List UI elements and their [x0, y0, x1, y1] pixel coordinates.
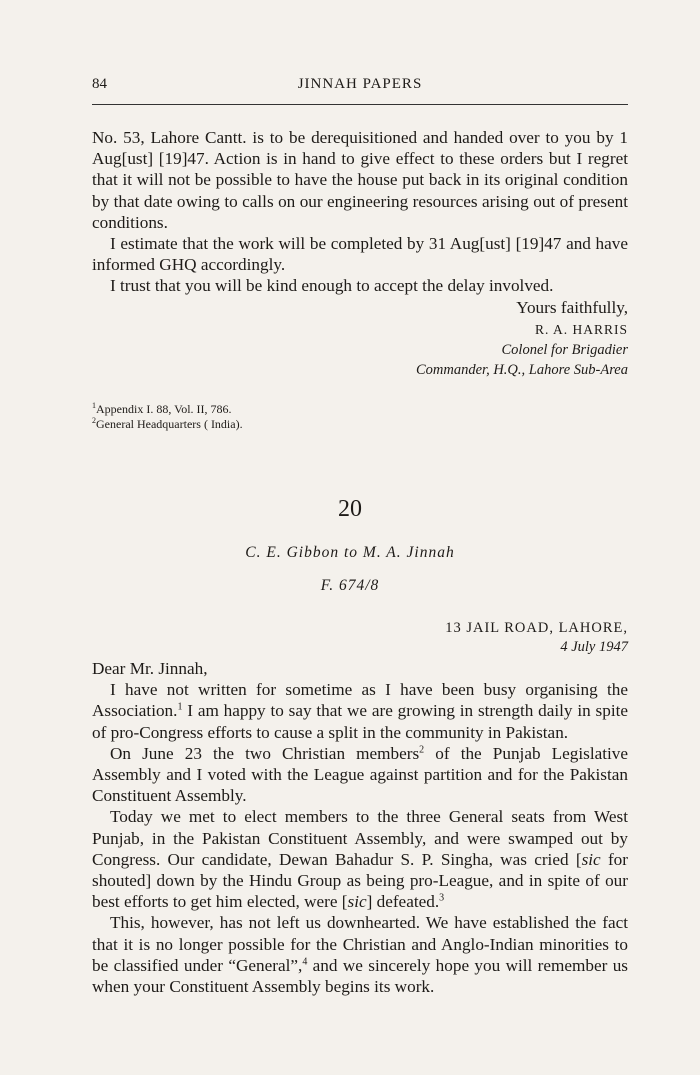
letter-1-rank: Colonel for Brigadier	[501, 342, 628, 358]
document-title: C. E. Gibbon to M. A. Jinnah	[245, 544, 455, 561]
letter-1-closing: Yours faithfully,	[516, 298, 628, 317]
footnote: $^2$General Headquarters ( India).	[92, 416, 243, 431]
letter-1-signer: R. A. HARRIS	[534, 322, 628, 337]
letter-1-paragraph-1: No. 53, Lahore Cantt. is to be derequisitioned and handed over to you by 1 Aug[ust] [19]47. Action is in hand to give effect to these orders but I regret that it will not be possible to have the house put back in its original condition by that date owing to calls on our engineering resources arising out of present conditions.	[92, 128, 628, 232]
header-rule	[92, 104, 628, 105]
letter-date: 4 July 1947	[560, 639, 628, 655]
file-reference: F. 674/8	[320, 577, 380, 594]
running-title: JINNAH PAPERS	[297, 76, 423, 92]
document-number: 20	[338, 496, 362, 522]
letter-2-paragraph-1: I have not written for sometime as I have been busy organising the Association.$^1$ I am happy to say that we are growing in strength daily in spite of pro-Congress efforts to cause a split in the community in Pakistan.	[92, 680, 628, 742]
letter-2-body	[92, 658, 628, 997]
salutation: Dear Mr. Jinnah,	[92, 659, 208, 678]
sender-address: 13 JAIL ROAD, LAHORE,	[445, 620, 628, 636]
page-number: 84	[92, 76, 107, 92]
letter-2-paragraph-3: Today we met to elect members to the three General seats from West Punjab, in the Pakistan Constituent Assembly, and were swamped out by Congress. Our candidate, Dewan Bahadur S. P. Singha, was cried [sic for shouted] down by the Hindu Group as being pro-League, and in spite of our best efforts to get him elected, were [sic] defeated.$^3$	[92, 807, 628, 912]
letter-1-paragraph-2: I estimate that the work will be completed by 31 Aug[ust] [19]47 and have informed GHQ accordingly.	[92, 234, 628, 275]
letter-2-paragraph-2: On June 23 the two Christian members$^2$ of the Punjab Legislative Assembly and I voted with the League against partition and for the Pakistan Constituent Assembly.	[92, 743, 629, 806]
page-header	[92, 76, 628, 98]
letter-2-paragraph-4: This, however, has not left us downhearted. We have established the fact that it is no longer possible for the Christian and Anglo-Indian minorities to be classified under “General”,$^4$ and we sincerely hope you will remember us when your Constituent Assembly begins its work.	[92, 913, 628, 997]
letter-1-position: Commander, H.Q., Lahore Sub-Area	[416, 362, 628, 378]
letter-1-body	[92, 127, 628, 297]
footnote: $^1$Appendix I. 88, Vol. II, 786.	[92, 401, 232, 416]
footnotes	[92, 402, 243, 432]
letter-1-paragraph-3: I trust that you will be kind enough to accept the delay involved.	[110, 276, 554, 296]
